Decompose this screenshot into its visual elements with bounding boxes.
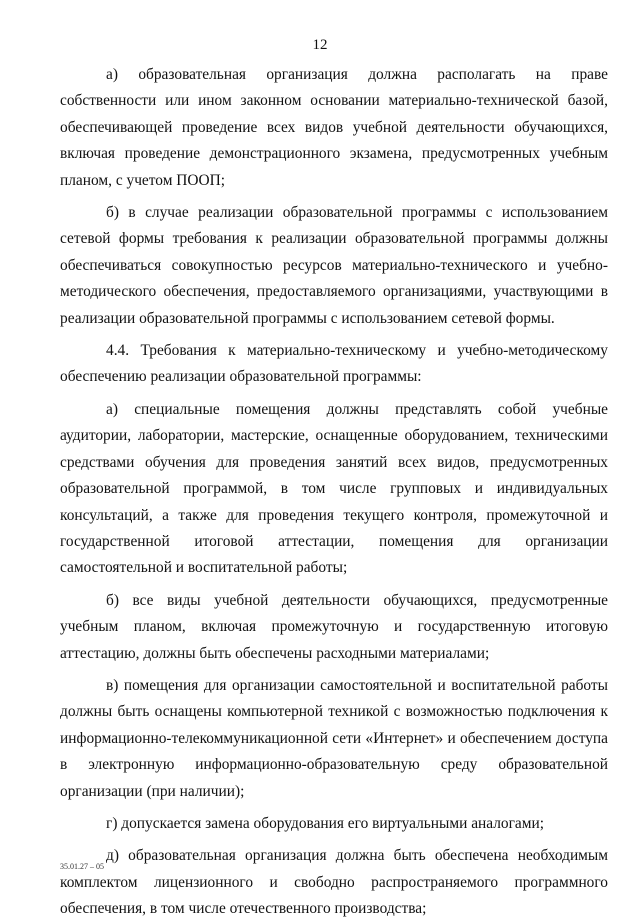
page-number: 12 — [312, 37, 328, 53]
paragraph-4-4-b: б) все виды учебной деятельности обучающихся, предусмотренные учебным планом, включая промежуточную и государственную итоговую аттестацию, должны быть обеспечены расходными материалами; — [60, 591, 608, 662]
paragraph-4-4-g: г) допускается замена оборудования его виртуальными аналогами; — [106, 814, 544, 832]
paragraph-4-3-a: а) образовательная организация должна располагать на праве собственности или ином законном основании материально-технической базой, обеспечивающей проведение всех видов учебной деятельности обучающихся, включая проведение демонстрационного экзамена, предусмотренных учебным планом, с учетом ПООП; — [60, 66, 608, 189]
document-body — [60, 62, 608, 923]
paragraph-4-3-b: б) в случае реализации образовательной программы с использованием сетевой формы требования к реализации образовательной программы должны обеспечиваться совокупностью ресурсов материально-технического и учебно-методического обеспечения, предоставляемого организациями, участвующими в реализации образовательной программы с использованием сетевой формы. — [60, 204, 608, 327]
section-4-4-heading: 4.4. Требования к материально-техническому и учебно-методическому обеспечению реализации образовательной программы: — [60, 342, 608, 386]
paragraph-4-4-d: д) образовательная организация должна быть обеспечена необходимым комплектом лицензионного и свободно распространяемого программного обеспечения, в том числе отечественного производства; — [60, 847, 608, 918]
paragraph-4-4-a: а) специальные помещения должны представлять собой учебные аудитории, лаборатории, мастерские, оснащенные оборудованием, техническими средствами обучения для проведения занятий всех видов, предусмотренных образовательной программой, в том числе групповых и индивидуальных консультаций, а также для проведения текущего контроля, промежуточной и государственной итоговой аттестации, помещения для организации самостоятельной и воспитательной работы; — [60, 400, 608, 577]
paragraph-4-4-v: в) помещения для организации самостоятельной и воспитательной работы должны быть оснащены компьютерной техникой с возможностью подключения к информационно-телекоммуникационной сети «Интернет» и обеспечением доступа в электронную информационно-образовательную среду образовательной организации (при наличии); — [60, 676, 608, 800]
document-code: 35.01.27 – 05 — [60, 862, 104, 871]
